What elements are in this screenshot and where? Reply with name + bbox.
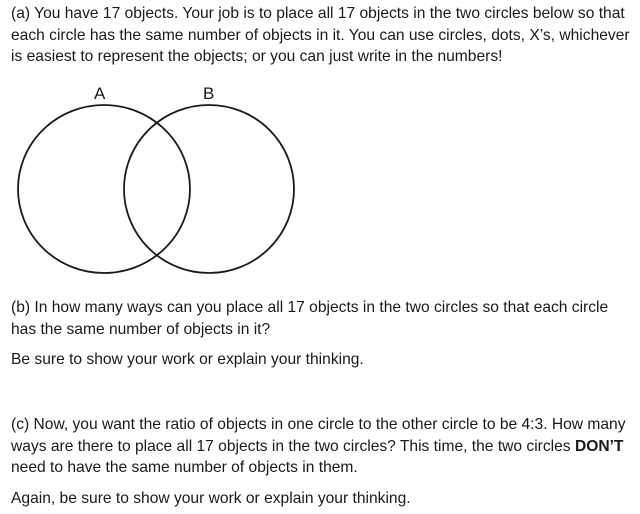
part-c-text-start: (c) Now, you want the ratio of objects in one circle to the other circle to be 4:3. How many ways are there to place all 17 objects in the two circles? This time, the two circles: [11, 416, 626, 455]
part-c-instruction: Again, be sure to show your work or explain your thinking.: [11, 490, 411, 507]
circle-label-b: B: [203, 84, 215, 103]
part-c-emphasis: DON’T: [574, 437, 624, 455]
circle-a[interactable]: [18, 105, 190, 273]
part-c-text-end: need to have the same number of objects in them.: [11, 459, 358, 476]
circle-b[interactable]: [124, 105, 294, 273]
question-part-c: [11, 414, 633, 479]
part-b-instruction: Be sure to show your work or explain your thinking.: [11, 351, 364, 368]
question-part-b: (b) In how many ways can you place all 17 objects in the two circles so that each circle has the same number of objects in it?: [11, 299, 609, 338]
question-part-a: (a) You have 17 objects. Your job is to place all 17 objects in the two circles below so that each circle has the same number of objects in it. You can use circles, dots, X’s, whichever is easiest to represent the objects; or you can just write in the numbers!: [11, 5, 630, 65]
circle-label-a: A: [94, 84, 106, 103]
